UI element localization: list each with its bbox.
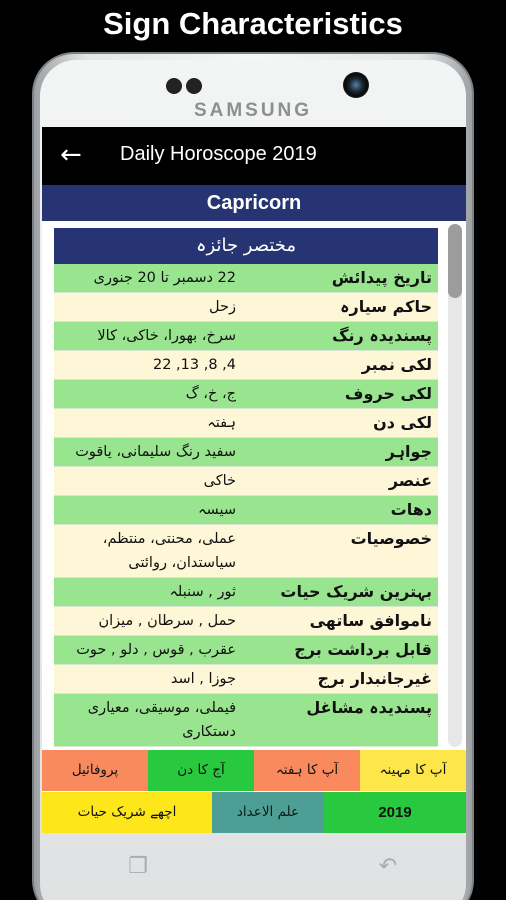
scrollbar-thumb[interactable]	[448, 224, 462, 298]
trait-label: لکی حروف	[242, 380, 438, 409]
trait-row	[54, 409, 438, 438]
trait-value: عقرب , قوس , دلو , حوت	[54, 636, 242, 665]
phone-brand-logo: SAMSUNG	[193, 100, 313, 121]
trait-value: سیسہ	[54, 496, 242, 525]
trait-value: عملی، محنتی، منتظم، سیاستدان، روائتی	[54, 525, 242, 578]
back-nav-icon[interactable]: ↶	[378, 854, 398, 879]
trait-label: لکی دن	[242, 409, 438, 438]
trait-label: غیرجانبدار برج	[242, 665, 438, 694]
app-screen	[42, 127, 466, 833]
content-area[interactable]	[42, 221, 466, 750]
trait-label: پسندیدہ رنگ	[242, 322, 438, 351]
trait-label: جواہر	[242, 438, 438, 467]
card-title: مختصر جائزہ	[54, 228, 438, 264]
weekly-button[interactable]: آپ کا ہفتہ	[254, 750, 360, 791]
sensor-icon	[186, 78, 202, 94]
trait-value: حمل , سرطان , میزان	[54, 607, 242, 636]
profile-button[interactable]: پروفائیل	[42, 750, 148, 791]
trait-value: جوزا , اسد	[54, 665, 242, 694]
trait-value: سفید رنگ سلیمانی، یاقوت	[54, 438, 242, 467]
trait-row	[54, 322, 438, 351]
trait-row	[54, 351, 438, 380]
arrow-left-icon[interactable]: ←	[60, 140, 82, 170]
recent-apps-icon[interactable]: ❐	[128, 854, 148, 879]
trait-value: فیملی، موسیقی، معیاری دستکاری	[54, 694, 242, 747]
trait-row	[54, 293, 438, 322]
trait-value: خاکی	[54, 467, 242, 496]
trait-value: ہفتہ	[54, 409, 242, 438]
trait-row	[54, 264, 438, 293]
trait-row	[54, 525, 438, 578]
app-title: Daily Horoscope 2019	[120, 143, 317, 165]
front-camera-icon	[343, 72, 369, 98]
trait-row	[54, 636, 438, 665]
trait-row	[54, 665, 438, 694]
monthly-button[interactable]: آپ کا مہینہ	[360, 750, 466, 791]
trait-row	[54, 438, 438, 467]
today-button[interactable]: آج کا دن	[148, 750, 254, 791]
trait-label: تاریخ پیدائش	[242, 264, 438, 293]
year-2019-button[interactable]: 2019	[324, 792, 466, 833]
trait-label: عنصر	[242, 467, 438, 496]
trait-row	[54, 380, 438, 409]
trait-label: دھات	[242, 496, 438, 525]
trait-label: لکی نمبر	[242, 351, 438, 380]
trait-value: ج، خ، گ	[54, 380, 242, 409]
trait-label: حاکم سیارہ	[242, 293, 438, 322]
trait-row	[54, 578, 438, 607]
numerology-button[interactable]: علم الاعداد	[212, 792, 324, 833]
trait-value: سرخ، بھورا، خاکی، کالا	[54, 322, 242, 351]
trait-row	[54, 694, 438, 747]
app-bar	[42, 127, 466, 185]
menu-tiles	[42, 750, 466, 833]
trait-value: زحل	[54, 293, 242, 322]
trait-row	[54, 496, 438, 525]
promo-headline: Sign Characteristics	[0, 0, 506, 50]
trait-label: پسندیدہ مشاغل	[242, 694, 438, 747]
trait-row	[54, 467, 438, 496]
trait-label: قابل برداشت برج	[242, 636, 438, 665]
summary-card	[54, 228, 438, 750]
trait-value: 22 دسمبر تا 20 جنوری	[54, 264, 242, 293]
trait-row	[54, 607, 438, 636]
scrollbar[interactable]	[448, 224, 462, 747]
sign-title: Capricorn	[42, 185, 466, 221]
trait-label: بہترین شریک حیات	[242, 578, 438, 607]
trait-label: خصوصیات	[242, 525, 438, 578]
trait-value: 4, 8, 13, 22	[54, 351, 242, 380]
compatibility-button[interactable]: اچھے شریک حیات	[42, 792, 212, 833]
traits-table	[54, 264, 438, 747]
sensor-icon	[166, 78, 182, 94]
trait-value: ثور , سنبلہ	[54, 578, 242, 607]
trait-label: ناموافق ساتھی	[242, 607, 438, 636]
